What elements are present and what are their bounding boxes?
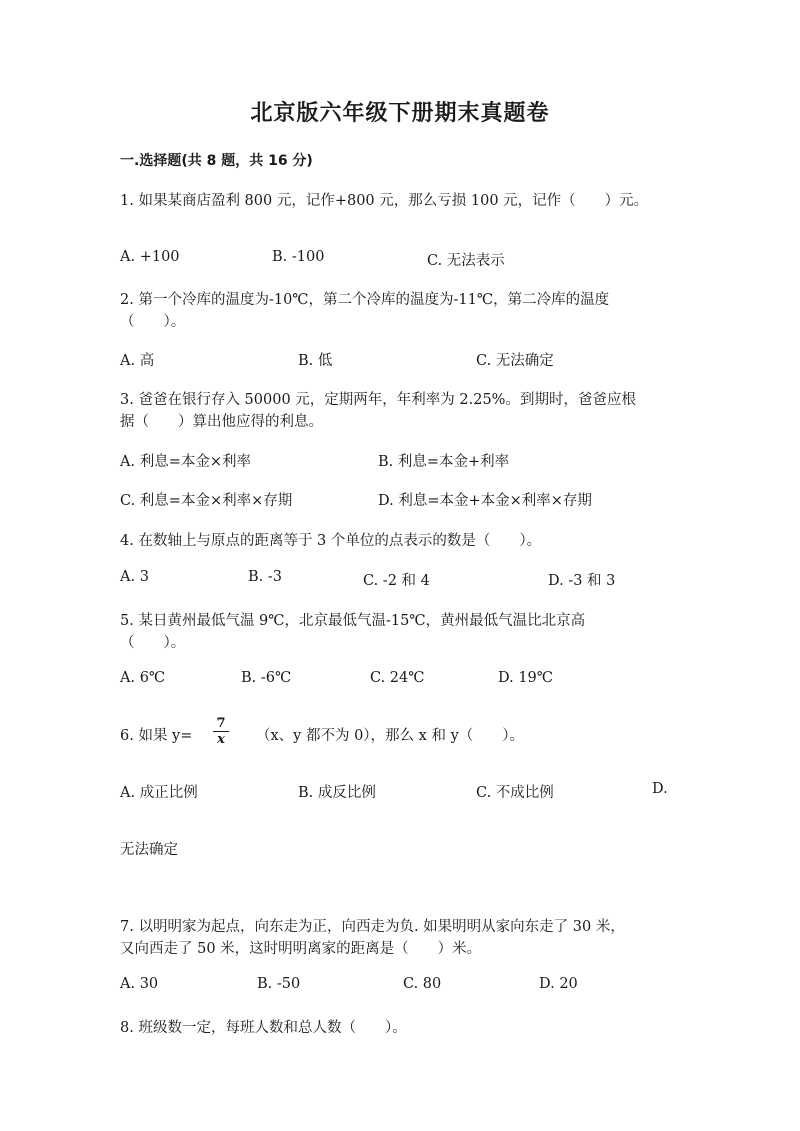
fraction-seven-over-x: [213, 716, 229, 747]
question-4-option-c[interactable]: C. -2 和 4: [363, 573, 430, 589]
question-2-option-c[interactable]: C. 无法确定: [476, 353, 554, 369]
question-1-option-c[interactable]: C. 无法表示: [427, 253, 505, 269]
question-3-option-c[interactable]: C. 利息=本金×利率×存期: [120, 493, 293, 509]
question-2-line-1: 2. 第一个冷库的温度为-10℃，第二个冷库的温度为-11℃，第二冷库的温度: [120, 292, 610, 308]
question-2-line-2: （ ）。: [120, 314, 186, 330]
question-6-option-d[interactable]: D.: [652, 781, 668, 797]
question-4-option-b[interactable]: B. -3: [248, 569, 282, 585]
question-5-option-d[interactable]: D. 19℃: [498, 670, 553, 686]
section-heading: 一.选择题(共 8 题，共 16 分): [120, 153, 313, 169]
fraction-numerator: 7: [216, 716, 226, 731]
question-5-line-2: （ ）。: [120, 635, 186, 651]
question-7-option-a[interactable]: A. 30: [120, 976, 159, 992]
question-7-option-c[interactable]: C. 80: [403, 976, 442, 992]
question-4-line-1: 4. 在数轴上与原点的距离等于 3 个单位的点表示的数是（ ）。: [120, 533, 542, 549]
question-4-option-a[interactable]: A. 3: [120, 569, 149, 585]
question-6-option-c[interactable]: C. 不成比例: [476, 785, 554, 801]
question-1-option-a[interactable]: A. +100: [120, 249, 180, 265]
question-6-option-a[interactable]: A. 成正比例: [120, 785, 198, 801]
question-5-line-1: 5. 某日黄州最低气温 9℃，北京最低气温-15℃，黄州最低气温比北京高: [120, 613, 586, 629]
page-title: 北京版六年级下册期末真题卷: [250, 101, 550, 126]
question-3-option-a[interactable]: A. 利息=本金×利率: [120, 454, 251, 470]
question-6-option-b[interactable]: B. 成反比例: [298, 785, 376, 801]
question-1-option-b[interactable]: B. -100: [272, 249, 325, 265]
question-4-option-d[interactable]: D. -3 和 3: [548, 573, 616, 589]
question-5-option-c[interactable]: C. 24℃: [370, 670, 425, 686]
question-7-line-2: 又向西走了 50 米，这时明明离家的距离是（ ）米。: [120, 941, 482, 957]
fraction-denominator: x: [213, 731, 229, 747]
question-7-option-d[interactable]: D. 20: [539, 976, 578, 992]
question-7-line-1: 7. 以明明家为起点，向东走为正，向西走为负. 如果明明从家向东走了 30 米，: [120, 919, 625, 935]
question-3-line-2: 据（ ）算出他应得的利息。: [120, 414, 323, 430]
question-7-option-b[interactable]: B. -50: [257, 976, 301, 992]
question-6-prefix: 6. 如果 y=: [120, 728, 193, 744]
question-5-option-a[interactable]: A. 6℃: [120, 670, 166, 686]
question-8-line-1: 8. 班级数一定，每班人数和总人数（ ）。: [120, 1020, 407, 1036]
question-6-suffix: （x、y 都不为 0），那么 x 和 y（ ）。: [256, 728, 525, 744]
question-6-option-d-text[interactable]: 无法确定: [120, 842, 178, 858]
question-3-option-b[interactable]: B. 利息=本金+利率: [378, 454, 510, 470]
question-1-line-1: 1. 如果某商店盈利 800 元，记作+800 元，那么亏损 100 元，记作（ ）元。: [120, 193, 649, 209]
question-5-option-b[interactable]: B. -6℃: [241, 670, 292, 686]
question-3-option-d[interactable]: D. 利息=本金+本金×利率×存期: [378, 493, 592, 509]
question-3-line-1: 3. 爸爸在银行存入 50000 元，定期两年，年利率为 2.25%。到期时，爸爸应根: [120, 392, 636, 408]
question-2-option-b[interactable]: B. 低: [298, 353, 333, 369]
question-2-option-a[interactable]: A. 高: [120, 353, 155, 369]
